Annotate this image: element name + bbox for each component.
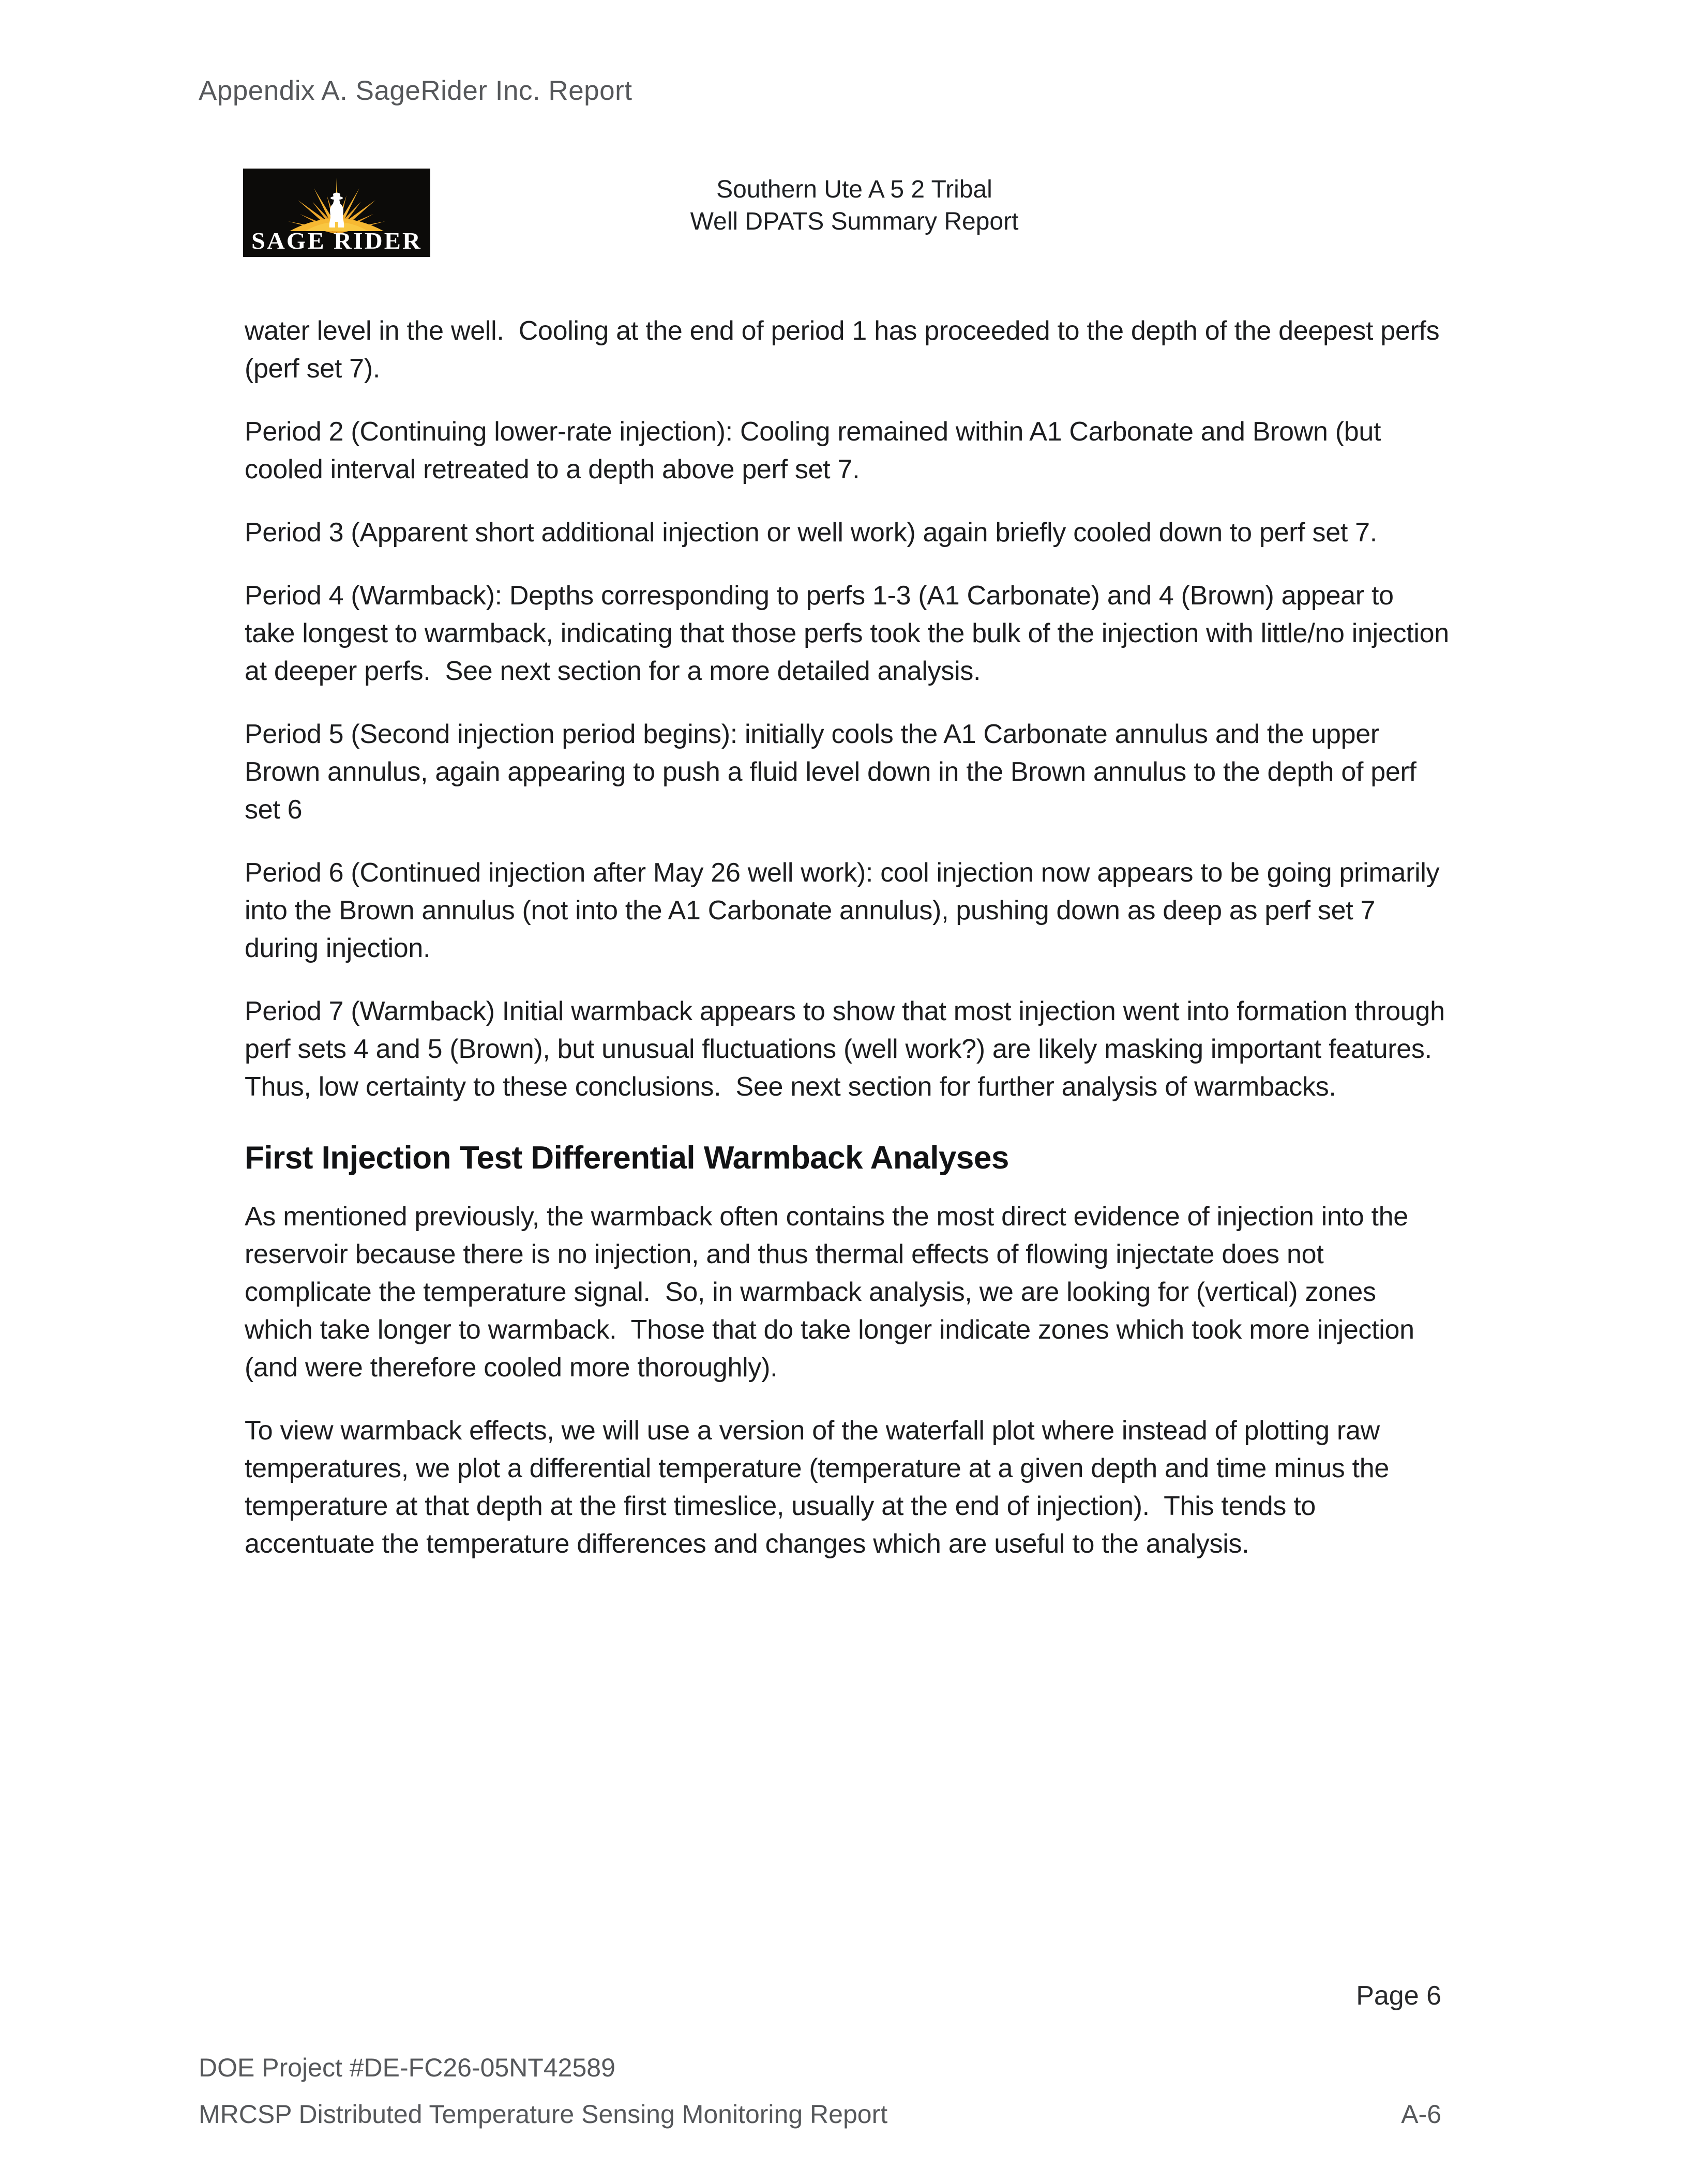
paragraph: Period 6 (Continued injection after May 26 well work): cool injection now appears to be going primarily into the Brown annulus (not into the A1 Carbonate annulus), pushing down as deep as perf set 7 during injection. bbox=[245, 858, 1447, 963]
paragraph: Period 2 (Continuing lower-rate injection): Cooling remained within A1 Carbonate and Brown (but cooled interval retreated to a depth above perf set 7. bbox=[245, 417, 1389, 484]
page-header: Appendix A. SageRider Inc. Report bbox=[199, 75, 632, 106]
paragraph: Period 7 (Warmback) Initial warmback appears to show that most injection went into formation through perf sets 4 and 5 (Brown), but unusual fluctuations (well work?) are likely masking important features. Thus, low certainty to these conclusions. See next section for further analysis of warmbacks. bbox=[245, 996, 1452, 1102]
page-number: Page 6 bbox=[1356, 1981, 1441, 2011]
footer-page-ref: A-6 bbox=[1401, 2100, 1441, 2129]
paragraph: Period 5 (Second injection period begins): initially cools the A1 Carbonate annulus and the upper Brown annulus, again appearing to push a fluid level down in the Brown annulus to the depth of perf set 6 bbox=[245, 719, 1424, 825]
footer-project-line: DOE Project #DE-FC26-05NT42589 bbox=[199, 2053, 615, 2082]
section-heading: First Injection Test Differential Warmback Analyses bbox=[245, 1140, 1009, 1176]
paragraph: Period 3 (Apparent short additional injection or well work) again briefly cooled down to perf set 7. bbox=[245, 518, 1377, 548]
body-text bbox=[245, 312, 1457, 1588]
paragraph: To view warmback effects, we will use a version of the waterfall plot where instead of plotting raw temperatures, we plot a differential temperature (temperature at a given depth and time minus the temperature at that depth at the first timeslice, usually at the end of injection). This tends to accentuate the temperature differences and changes which are useful to the analysis. bbox=[245, 1416, 1397, 1559]
sage-rider-logo bbox=[243, 169, 430, 257]
paragraph: water level in the well. Cooling at the end of period 1 has proceeded to the depth of the deepest perfs (perf set 7). bbox=[245, 316, 1447, 384]
document-title bbox=[662, 174, 1047, 238]
paragraph: As mentioned previously, the warmback often contains the most direct evidence of injection into the reservoir because there is no injection, and thus thermal effects of flowing injectate does not complicate the temperature signal. So, in warmback analysis, we are looking for (vertical) zones which take longer to warmback. Those that do take longer indicate zones which took more injection (and were therefore cooled more thoroughly). bbox=[245, 1202, 1422, 1383]
footer-report-title: MRCSP Distributed Temperature Sensing Monitoring Report bbox=[199, 2100, 888, 2129]
paragraph: Period 4 (Warmback): Depths corresponding to perfs 1-3 (A1 Carbonate) and 4 (Brown) appear to take longest to warmback, indicating that those perfs took the bulk of the injection with little/no injection at deeper perfs. See next section for a more detailed analysis. bbox=[245, 581, 1457, 686]
document-title-line2: Well DPATS Summary Report bbox=[690, 208, 1019, 235]
footer-report-line bbox=[199, 2099, 1441, 2129]
document-title-line1: Southern Ute A 5 2 Tribal bbox=[716, 176, 992, 203]
logo-wordmark: SAGE RIDER bbox=[251, 228, 422, 254]
